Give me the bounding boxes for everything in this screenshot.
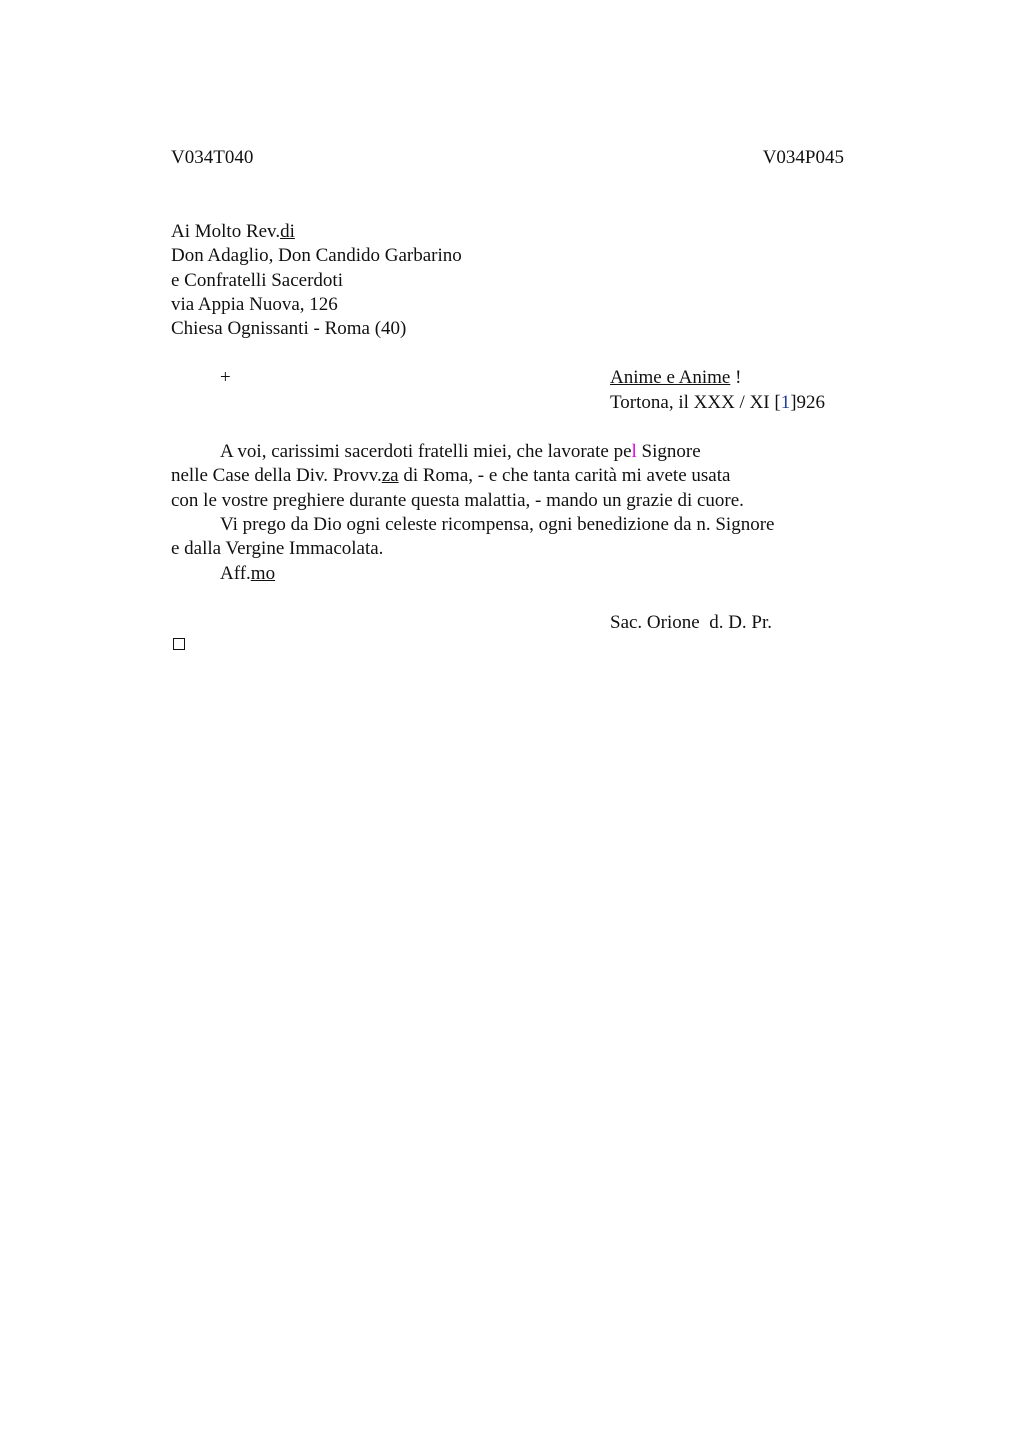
address-line-1 — [171, 220, 295, 244]
body-line-5: e dalla Vergine Immacolata. — [171, 538, 384, 559]
address-line-5: Chiesa Ognissanti - Roma (40) — [171, 318, 407, 339]
closing — [220, 562, 275, 586]
closing-prefix: Aff. — [220, 563, 251, 584]
body-line-2 — [171, 464, 730, 488]
address-line-1-underlined: di — [280, 221, 295, 242]
body-line-1 — [220, 440, 701, 464]
dateline — [610, 391, 825, 415]
dateline-bracket-digit: 1 — [780, 392, 791, 413]
document-code-right: V034P045 — [762, 147, 844, 168]
checkbox-square-icon — [173, 638, 185, 650]
cross-symbol: + — [220, 367, 231, 388]
motto-suffix: ! — [730, 367, 742, 388]
body-line-4: Vi prego da Dio ogni celeste ricompensa, ogni benedizione da n. Signore — [220, 514, 775, 535]
body-line-2-prefix: nelle Case della Div. Provv. — [171, 465, 382, 486]
address-line-2: Don Adaglio, Don Candido Garbarino — [171, 245, 462, 266]
body-line-2-suffix: di Roma, - e che tanta carità mi avete usata — [398, 465, 731, 486]
motto-underlined: Anime e Anime — [610, 367, 731, 388]
address-line-3: e Confratelli Sacerdoti — [171, 270, 343, 291]
signature: Sac. Orione d. D. Pr. — [610, 612, 773, 633]
document-code-left: V034T040 — [171, 147, 254, 168]
dateline-prefix: Tortona, il XXX / XI [ — [610, 392, 781, 413]
closing-underlined: mo — [250, 563, 276, 584]
body-line-1-highlight: l — [631, 441, 637, 462]
body-line-1-prefix: A voi, carissimi sacerdoti fratelli miei, che lavorate pe — [220, 441, 632, 462]
body-line-2-underlined: za — [381, 465, 399, 486]
motto — [610, 366, 741, 390]
body-line-1-suffix: Signore — [636, 441, 701, 462]
address-line-1-text: Ai Molto Rev. — [171, 221, 281, 242]
address-line-4: via Appia Nuova, 126 — [171, 294, 338, 315]
body-line-3: con le vostre preghiere durante questa malattia, - mando un grazie di cuore. — [171, 490, 744, 511]
dateline-suffix: ]926 — [790, 392, 826, 413]
